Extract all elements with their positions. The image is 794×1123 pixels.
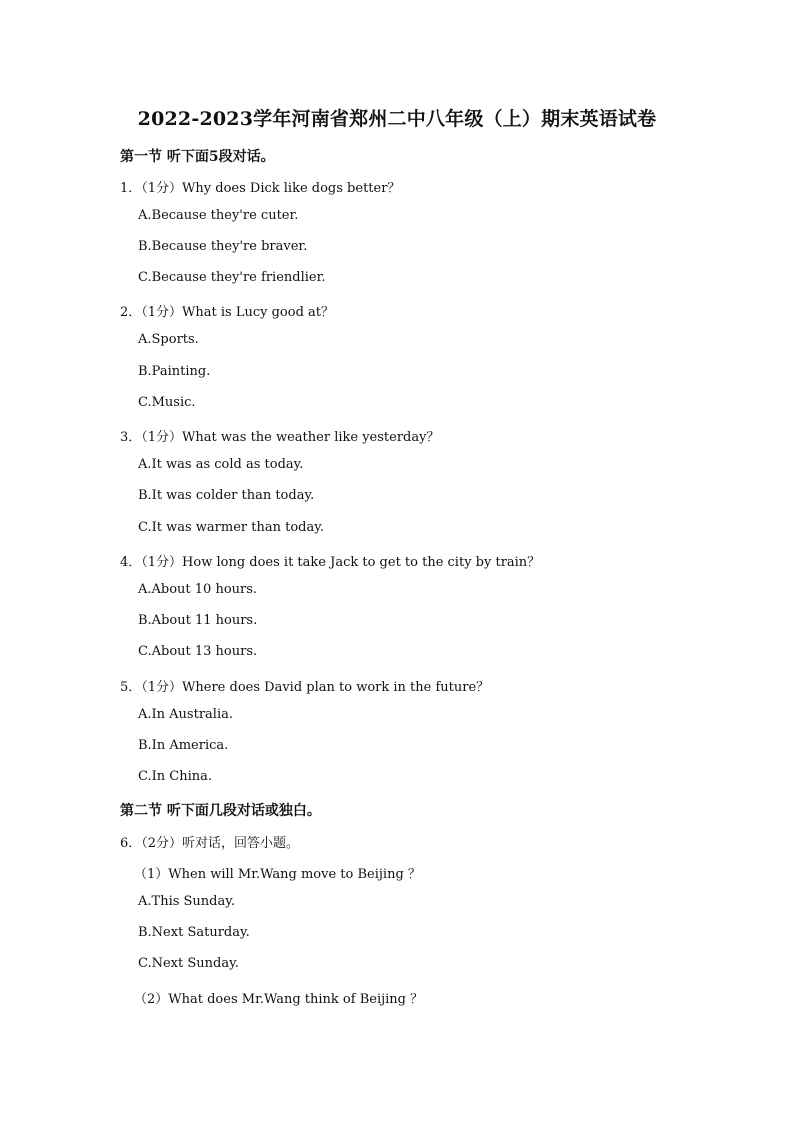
sub-question-stem: （2）What does Mr.Wang think of Beijing ？ [134,992,424,1007]
option: A.Because they're cuter. [138,208,299,223]
sub-question-stem: （1）When will Mr.Wang move to Beijing ？ [134,867,421,882]
option: B.It was colder than today. [138,488,315,503]
question-stem: 5．（1分）Where does David plan to work in the future？ [120,680,490,695]
option: C.Because they're friendlier. [138,270,326,285]
option: B.Because they're braver. [138,239,308,254]
option: A.It was as cold as today. [138,457,304,472]
option: C.Music. [138,395,196,410]
option: B.In America. [138,738,229,753]
option: A.Sports. [138,332,199,347]
section-heading-2: 第二节 听下面几段对话或独白。 [120,803,321,819]
question-stem: 4．（1分）How long does it take Jack to get to the city by train？ [120,555,541,570]
option: C.It was warmer than today. [138,520,324,535]
option: C.Next Sunday. [138,956,239,971]
option: B.Next Saturday. [138,925,250,940]
option: A.This Sunday. [138,894,235,909]
question-stem: 6．（2分）听对话，回答小题。 [120,836,300,851]
option: B.About 11 hours. [138,613,258,628]
question-stem: 2．（1分）What is Lucy good at？ [120,305,335,320]
option: A.About 10 hours. [138,582,258,597]
question-stem: 1．（1分）Why does Dick like dogs better？ [120,181,401,196]
section-heading-1: 第一节 听下面5段对话。 [120,149,275,165]
page-title: 2022-2023学年河南省郑州二中八年级（上）期末英语试卷 [137,108,657,130]
option: A.In Australia. [138,707,233,722]
option: C.About 13 hours. [138,644,258,659]
question-stem: 3．（1分）What was the weather like yesterday？ [120,430,440,445]
option: B.Painting. [138,364,211,379]
option: C.In China. [138,769,212,784]
